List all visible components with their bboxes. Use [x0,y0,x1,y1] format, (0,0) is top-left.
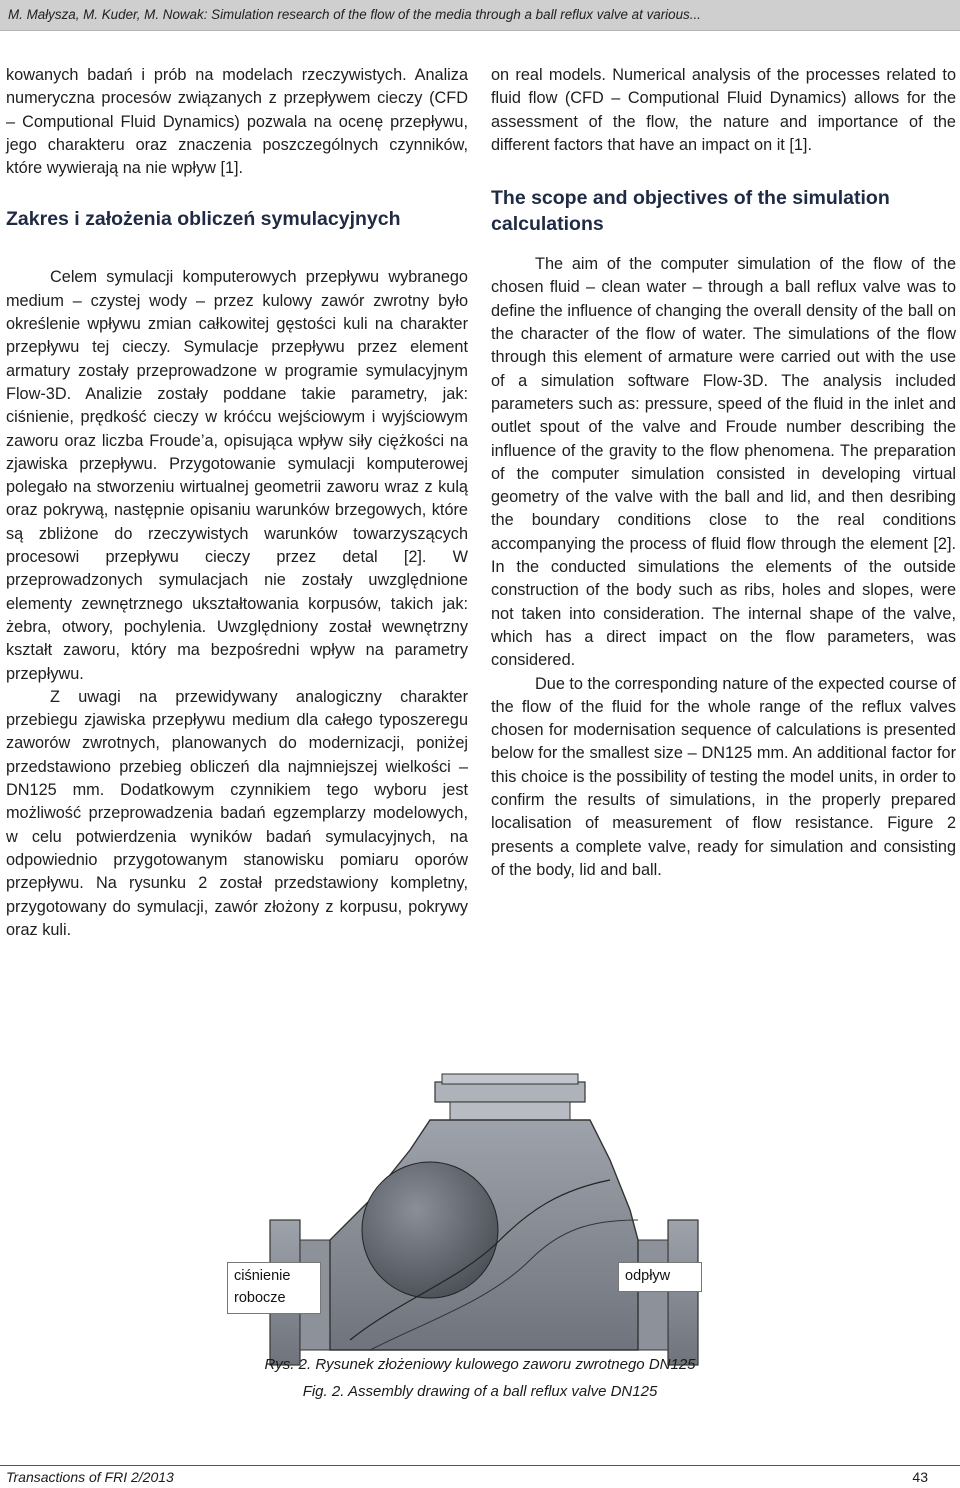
left-paragraph-1: kowanych badań i prób na modelach rzeczywistych. Analiza numeryczna procesów związanych z przepływem cieczy (CFD – Computional Fluid Dynamics) pozwala na ocenę przepływu, jego charakteru oraz znaczenia poszczególnych czynników, które wywierają na nie wpływ [1]. [6,66,468,178]
left-paragraph-2: Celem symulacji komputerowych przepływu wybranego medium – czystej wody – przez kulowy zawór zwrotny było określenie wpływu zmian całkowitej gęstości kuli na charakter przepływu tej cieczy. Symulacje przepływu przez element armatury zostały przeprowadzone w programie symulacyjnym Flow-3D. Analizie zostały poddane takie parametry, jak: ciśnienie, prędkość cieczy w króćcu wejściowym i wyjściowym zaworu oraz liczba Froude’a, opisująca wpływ siły ciężkości na zjawiska przepływu. Przygotowanie symulacji komputerowej polegało na stworzeniu wirtualnej geometrii zaworu wraz z kulą oraz pokrywą, następnie opisaniu warunków brzegowych, które są zbliżone do rzeczywistych warunków towarzyszących procesowi przepływu cieczy przez detal [2]. W przeprowadzonych symulacjach nie zostały uwzględnione elementy zewnętrznego ukształtowania korpusów, takich jak: żebra, otwory, pochylenia. Uwzględniony został wewnętrzny kształt zaworu, który ma bezpośredni wpływ na parametry przepływu. [6,268,468,683]
inlet-label: ciśnienie robocze [227,1262,321,1314]
valve-ball [362,1162,498,1298]
left-section-heading: Zakres i założenia obliczeń symulacyjnych [6,208,401,231]
page-number: 43 [912,1469,928,1485]
journal-name: Transactions of FRI 2/2013 [6,1469,174,1485]
left-column [6,64,468,942]
outlet-label: odpływ [618,1262,702,1292]
right-column [491,64,956,882]
running-title: M. Małysza, M. Kuder, M. Nowak: Simulation research of the flow of the media through a ball reflux valve at various... [8,7,701,22]
right-paragraph-3: Due to the corresponding nature of the expected course of the flow of the fluid for the whole range of the reflux valves chosen for modernisation sequence of calculations is presented below for the smallest size – DN125 mm. An additional factor for this choice is the possibility of testing the model units, in order to confirm the results of simulations, in the properly prepared localisation of measurement of flow resistance. Figure 2 presents a complete valve, ready for simulation and consisting of the body, lid and ball. [491,674,956,879]
valve-lid [435,1074,585,1120]
outlet-flange [638,1220,698,1365]
running-header [0,0,960,31]
figure-caption-english: Fig. 2. Assembly drawing of a ball reflux valve DN125 [302,1383,658,1400]
right-paragraph-1: on real models. Numerical analysis of the processes related to fluid flow (CFD – Computional Fluid Dynamics) allows for the assessment of the flow, the nature and importance of the different factors that have an impact on it [1]. [491,66,956,154]
page-footer [0,1465,960,1488]
right-section-heading: The scope and objectives of the simulation calculations [491,187,890,236]
figure-caption-polish: Rys. 2. Rysunek złożeniowy kulowego zaworu zwrotnego DN125 [264,1356,696,1373]
left-paragraph-3: Z uwagi na przewidywany analogiczny charakter przebiegu zjawiska przepływu medium dla całego typoszeregu zaworów zwrotnych, planowanych do modernizacji, poniżej przedstawiono przebieg obliczeń dla najmniejszej wielkości – DN125 mm. Dodatkowym czynnikiem tego wyboru jest możliwość przeprowadzenia badań egzemplarzy modelowych, w celu potwierdzenia wyników badań symulacyjnych, na odpowiednio przygotowanym stanowisku pomiaru oporów przepływu. Na rysunku 2 został przedstawiony kompletny, przygotowany do symulacji, zawór złożony z korpusu, pokrywy oraz kuli. [6,687,468,939]
right-paragraph-2: The aim of the computer simulation of the flow of the chosen fluid – clean water – through a ball reflux valve was to define the influence of changing the overall density of the ball on the character of the flow of water. The simulations of the flow through this element of armature were carried out with the use of a simulation software Flow-3D. The analysis included parameters such as: pressure, speed of the fluid in the inlet and outlet spout of the valve and Froude number describing the influence of the gravity to the flow phenomena. The preparation of the computer simulation consisted in developing virtual geometry of the valve with the ball and lid, and then desribing the boundary conditions close to the real conditions accompanying the process of fluid flow through the element [2]. In the conducted simulations the elements of the outside construction of the body such as ribs, holes and slopes, were not taken into consideration. The internal shape of the valve, which has a direct impact on the flow parameters, was considered. [491,255,956,670]
valve-figure [230,1070,750,1370]
valve-drawing [230,1070,750,1370]
